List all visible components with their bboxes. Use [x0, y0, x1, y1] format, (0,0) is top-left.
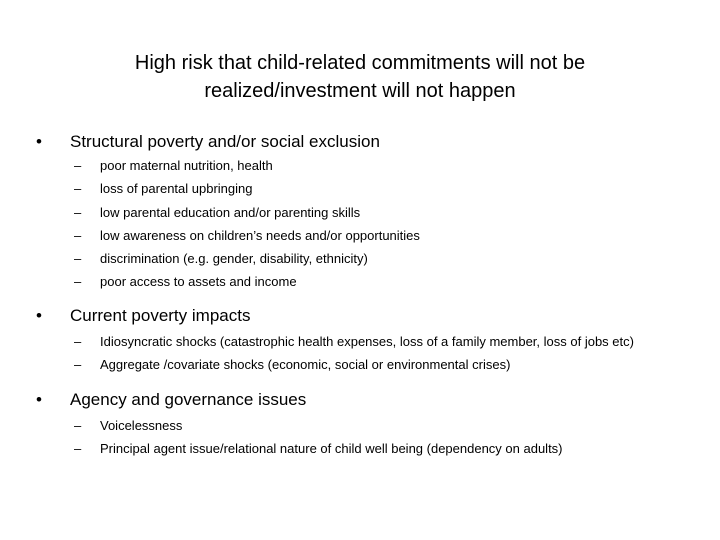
sub-item-text: poor maternal nutrition, health [100, 158, 273, 173]
dash-marker: – [74, 227, 82, 243]
sub-item [36, 437, 686, 460]
dash-marker: – [74, 251, 82, 267]
sub-item-text: low awareness on children’s needs and/or opportunities [100, 227, 420, 243]
sub-item [36, 247, 686, 270]
sub-item-text: poor access to assets and income [100, 274, 297, 290]
bullet-heading: Agency and governance issues [70, 390, 307, 410]
sub-list [36, 330, 686, 376]
bullet-heading: Current poverty impacts [70, 305, 251, 325]
dash-marker: – [74, 181, 82, 197]
bullet-heading: Structural poverty and/or social exclusion [70, 132, 380, 151]
sub-item-text: low parental education and/or parenting skills [100, 204, 361, 220]
sub-item [36, 353, 686, 376]
bullet-group-current-poverty [36, 304, 686, 376]
sub-item-text: Principal agent issue/relational nature of child well being (dependency on adults) [100, 441, 563, 457]
bullet-item [36, 388, 686, 412]
title-line-1: High risk that child-related commitments will not be [134, 52, 586, 74]
bullet-item [36, 130, 686, 154]
sub-item [36, 154, 686, 177]
sub-item [36, 270, 686, 293]
bullet-marker: • [36, 132, 42, 151]
sub-item-text: Voicelessness [100, 418, 183, 434]
bullet-item [36, 304, 686, 328]
dash-marker: – [74, 441, 82, 457]
sub-item [36, 414, 686, 437]
sub-item [36, 224, 686, 247]
slide-content [36, 130, 686, 461]
sub-item-text: loss of parental upbringing [100, 181, 253, 197]
sub-item-text: discrimination (e.g. gender, disability, ethnicity) [100, 251, 368, 267]
dash-marker: – [74, 418, 82, 434]
sub-item-text: Idiosyncratic shocks (catastrophic health expenses, loss of a family member, loss of jobs etc) [100, 333, 634, 349]
sub-item [36, 177, 686, 200]
dash-marker: – [74, 204, 82, 220]
dash-marker: – [74, 274, 82, 290]
bullet-group-agency-governance [36, 388, 686, 461]
dash-marker: – [74, 333, 82, 349]
sub-list [36, 414, 686, 461]
title-line-2: realized/investment will not happen [204, 80, 516, 102]
sub-item-text: Aggregate /covariate shocks (economic, social or environmental crises) [100, 356, 511, 372]
bullet-marker: • [36, 390, 42, 410]
dash-marker: – [74, 356, 82, 372]
sub-item [36, 201, 686, 224]
sub-item [36, 330, 686, 353]
bullet-marker: • [36, 305, 42, 325]
bullet-group-structural-poverty [36, 130, 686, 294]
sub-list [36, 154, 686, 294]
dash-marker: – [74, 158, 82, 173]
slide-title [60, 49, 660, 105]
